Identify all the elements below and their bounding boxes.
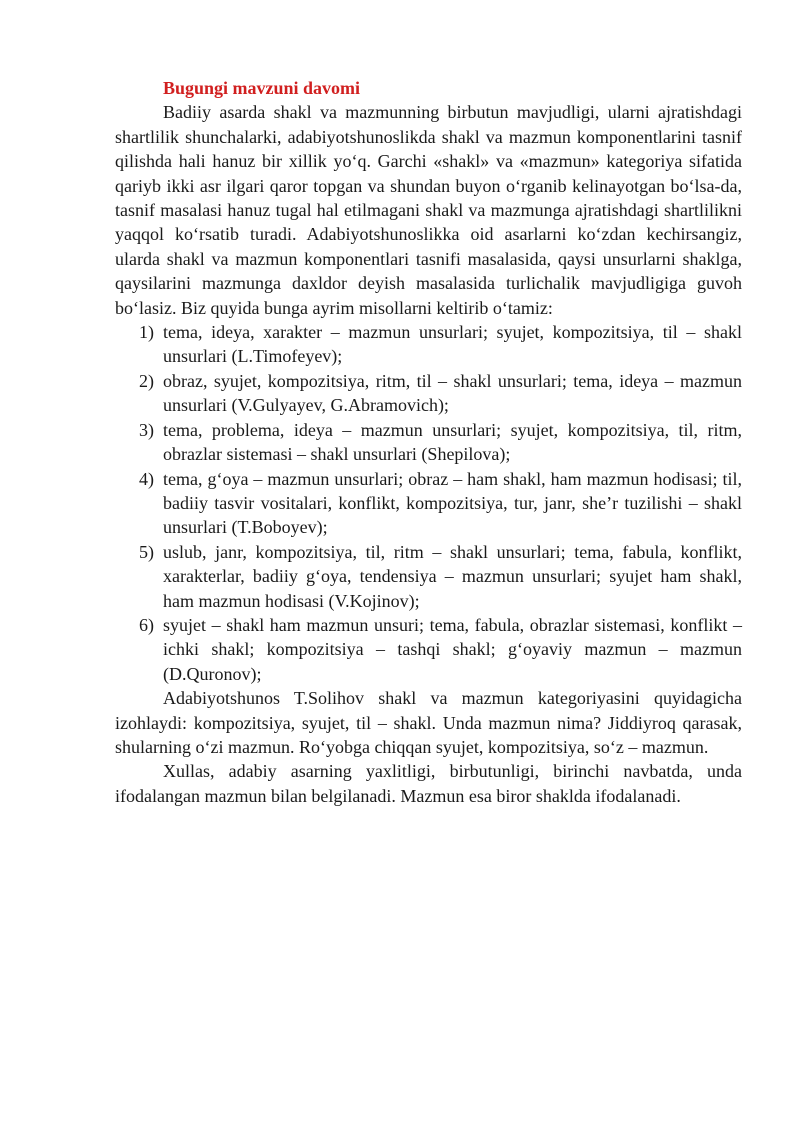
list-item [115,320,742,369]
list-item-number: 1) [139,322,154,343]
section-heading: Bugungi mavzuni davomi [163,78,361,98]
solihov-paragraph: Adabiyotshunos T.Solihov shakl va mazmun kategoriyasini quyidagicha izohlaydi: kompozitsiya, syujet, til – shakl. Unda mazmun nima? Jiddiyroq qarasak, shularning oʻzi mazmun. Roʻyobga chiqqan syujet, kompozitsiya, soʻz – mazmun. [115,688,742,757]
list-item-number: 2) [139,370,154,391]
list-item-text: obraz, syujet, kompozitsiya, ritm, til – shakl unsurlari; tema, ideya – mazmun unsurlari (V.Gulyayev, G.Abramovich); [163,370,742,416]
document-page [115,76,742,808]
list-item-text: tema, ideya, xarakter – mazmun unsurlari; syujet, kompozitsiya, til – shakl unsurlari (L.Timofeyev); [163,322,742,367]
list-item-text: tema, problema, ideya – mazmun unsurlari; syujet, kompozitsiya, til, ritm, obrazlar sistemasi – shakl unsurlari (Shepilova); [163,419,742,465]
list-item-number: 4) [139,468,154,489]
list-item [115,613,742,686]
list-item [115,369,742,418]
list-item-text: uslub, janr, kompozitsiya, til, ritm – shakl unsurlari; tema, fabula, konflikt, xarakterlar, badiiy gʻoya, tendensiya – mazmun unsurlari; syujet ham shakl, ham mazmun hodisasi (V.Kojinov); [163,541,742,611]
list-item-text: tema, gʻoya – mazmun unsurlari; obraz – ham shakl, ham mazmun hodisasi; til, badiiy tasvir vositalari, konflikt, kompozitsiya, tur, janr, she’r tuzilishi – shakl unsurlari (T.Boboyev); [163,468,742,538]
list-item-number: 6) [139,614,154,635]
list-item-number: 3) [139,419,154,440]
intro-paragraph: Badiiy asarda shakl va mazmunning birbutun mavjudligi, ularni ajratishdagi shartlilik shunchalarki, adabiyotshunoslikda shakl va mazmun komponentlarini tasnif qilishda hali hanuz bir xillik yoʻq. Garchi «shakl» va «mazmun» kategoriya sifatida qariyb ikki asr ilgari qaror topgan va shundan buyon oʻrganib kelinayotgan boʻlsa-da, tasnif masalasi hanuz tugal hal etilmagani shakl va mazmunga ajratishdagi shartlilikni yaqqol koʻrsatib turadi. Adabiyotshunoslikka oid asarlarni koʻzdan kechirsangiz, ularda shakl va mazmun komponentlari tasnifi masalasida, qaysi unsurlarni shaklga, qaysilarini mazmunga daxldor deyish masalasida turlichalik mavjudligiga guvoh boʻlasiz. Biz quyida bunga ayrim misollarni keltirib oʻtamiz: [115,102,742,318]
list-item [115,540,742,613]
list-item [115,467,742,540]
conclusion-paragraph: Xullas, adabiy asarning yaxlitligi, birbutunligi, birinchi navbatda, unda ifodalangan mazmun bilan belgilanadi. Mazmun esa biror shaklda ifodalanadi. [115,761,742,806]
list-item [115,418,742,467]
list-item-text: syujet – shakl ham mazmun unsuri; tema, fabula, obrazlar sistemasi, konflikt – ichki shakl; kompozitsiya – tashqi shakl; gʻoyaviy mazmun – mazmun (D.Quronov); [163,614,742,684]
list-item-number: 5) [139,541,154,562]
classification-list [115,320,742,686]
